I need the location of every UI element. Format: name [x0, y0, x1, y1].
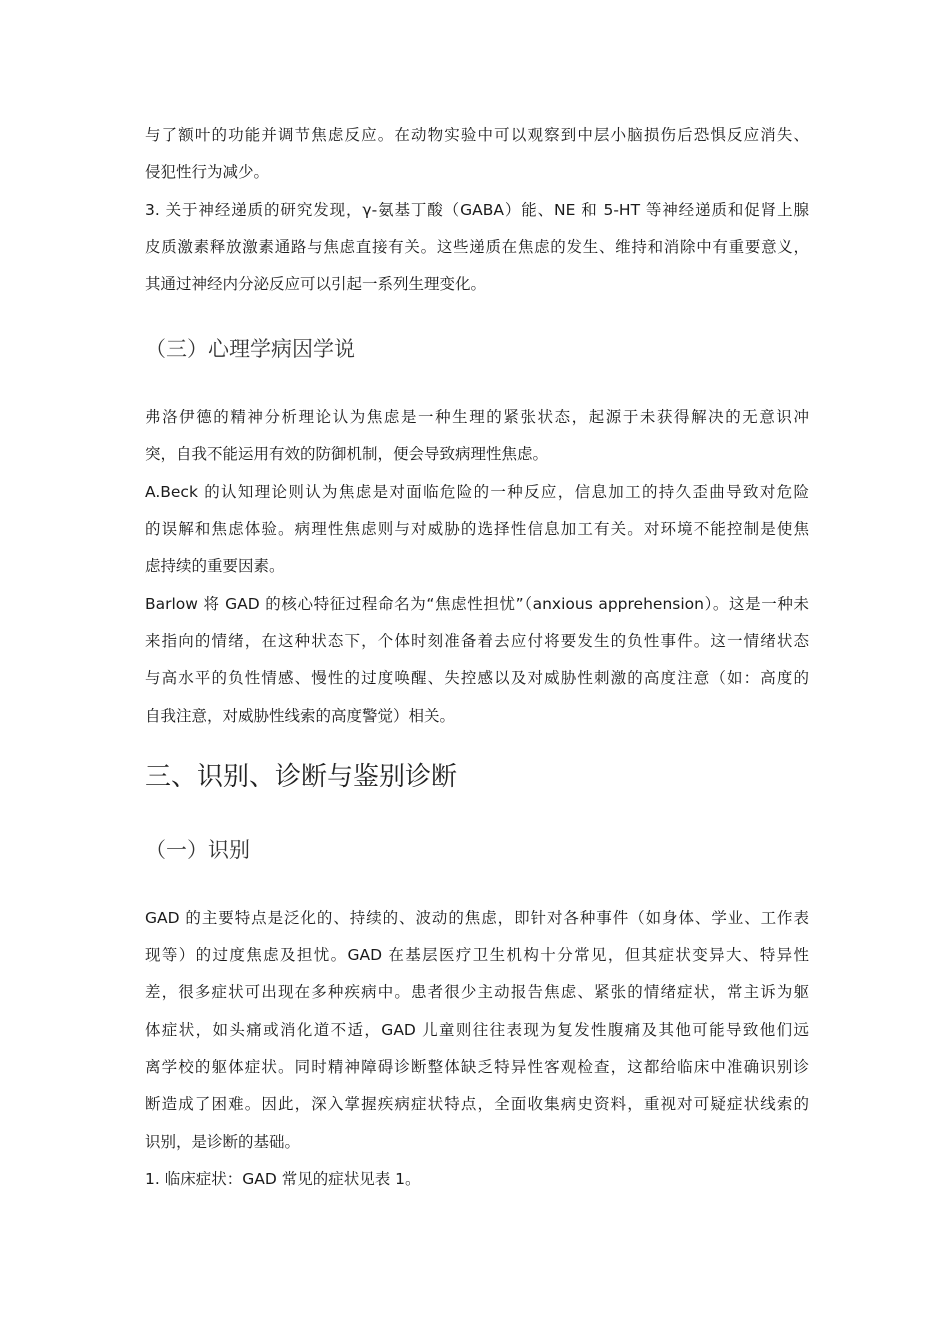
- paragraph-line: GAD 的主要特点是泛化的、持续的、波动的焦虑，即针对各种事件（如身体、学业、工作表: [145, 909, 809, 927]
- paragraph-line: 3. 关于神经递质的研究发现，γ-氨基丁酸（GABA）能、NE 和 5-HT 等神经递质和促肾上腺: [145, 201, 809, 219]
- paragraph-line: 自我注意，对威胁性线索的高度警觉）相关。: [145, 707, 456, 725]
- paragraph-line: 的误解和焦虑体验。病理性焦虑则与对威胁的选择性信息加工有关。对环境不能控制是使焦: [145, 520, 809, 538]
- paragraph-line: A.Beck 的认知理论则认为焦虑是对面临危险的一种反应，信息加工的持久歪曲导致对危险: [145, 483, 809, 501]
- paragraph-line: 来指向的情绪，在这种状态下，个体时刻准备着去应付将要发生的负性事件。这一情绪状态: [145, 632, 809, 650]
- paragraph-line: 与了额叶的功能并调节焦虑反应。在动物实验中可以观察到中层小脑损伤后恐惧反应消失、: [145, 126, 809, 144]
- paragraph-line: 侵犯性行为减少。: [145, 163, 270, 181]
- paragraph-line: Barlow 将 GAD 的核心特征过程命名为“焦虑性担忧”（anxious apprehension）。这是一种未: [145, 595, 809, 613]
- paragraph-line: 虑持续的重要因素。: [145, 557, 285, 575]
- paragraph-line: 识别，是诊断的基础。: [145, 1133, 301, 1151]
- paragraph-line: 差，很多症状可出现在多种疾病中。患者很少主动报告焦虑、紧张的情绪症状，常主诉为躯: [145, 983, 809, 1001]
- paragraph-line: 体症状，如头痛或消化道不适，GAD 儿童则往往表现为复发性腹痛及其他可能导致他们远: [145, 1021, 809, 1039]
- paragraph-line: 现等）的过度焦虑及担忧。GAD 在基层医疗卫生机构十分常见，但其症状变异大、特异性: [145, 946, 809, 964]
- section-heading: （三）心理学病因学说: [145, 337, 355, 361]
- paragraph-line: 弗洛伊德的精神分析理论认为焦虑是一种生理的紧张状态，起源于未获得解决的无意识冲: [145, 408, 809, 426]
- paragraph-line: 与高水平的负性情感、慢性的过度唤醒、失控感以及对威胁性刺激的高度注意（如：高度的: [145, 669, 809, 687]
- paragraph-line: 其通过神经内分泌反应可以引起一系列生理变化。: [145, 275, 487, 293]
- paragraph-line: 皮质激素释放激素通路与焦虑直接有关。这些递质在焦虑的发生、维持和消除中有重要意义，: [145, 238, 809, 256]
- paragraph-line: 断造成了困难。因此，深入掌握疾病症状特点，全面收集病史资料，重视对可疑症状线索的: [145, 1095, 809, 1113]
- paragraph-line: 离学校的躯体症状。同时精神障碍诊断整体缺乏特异性客观检查，这都给临床中准确识别诊: [145, 1058, 809, 1076]
- section-heading: （一）识别: [145, 838, 250, 862]
- paragraph-line: 1. 临床症状：GAD 常见的症状见表 1。: [145, 1170, 421, 1188]
- chapter-heading: 三、识别、诊断与鉴别诊断: [145, 762, 458, 792]
- paragraph-line: 突，自我不能运用有效的防御机制，便会导致病理性焦虑。: [145, 445, 549, 463]
